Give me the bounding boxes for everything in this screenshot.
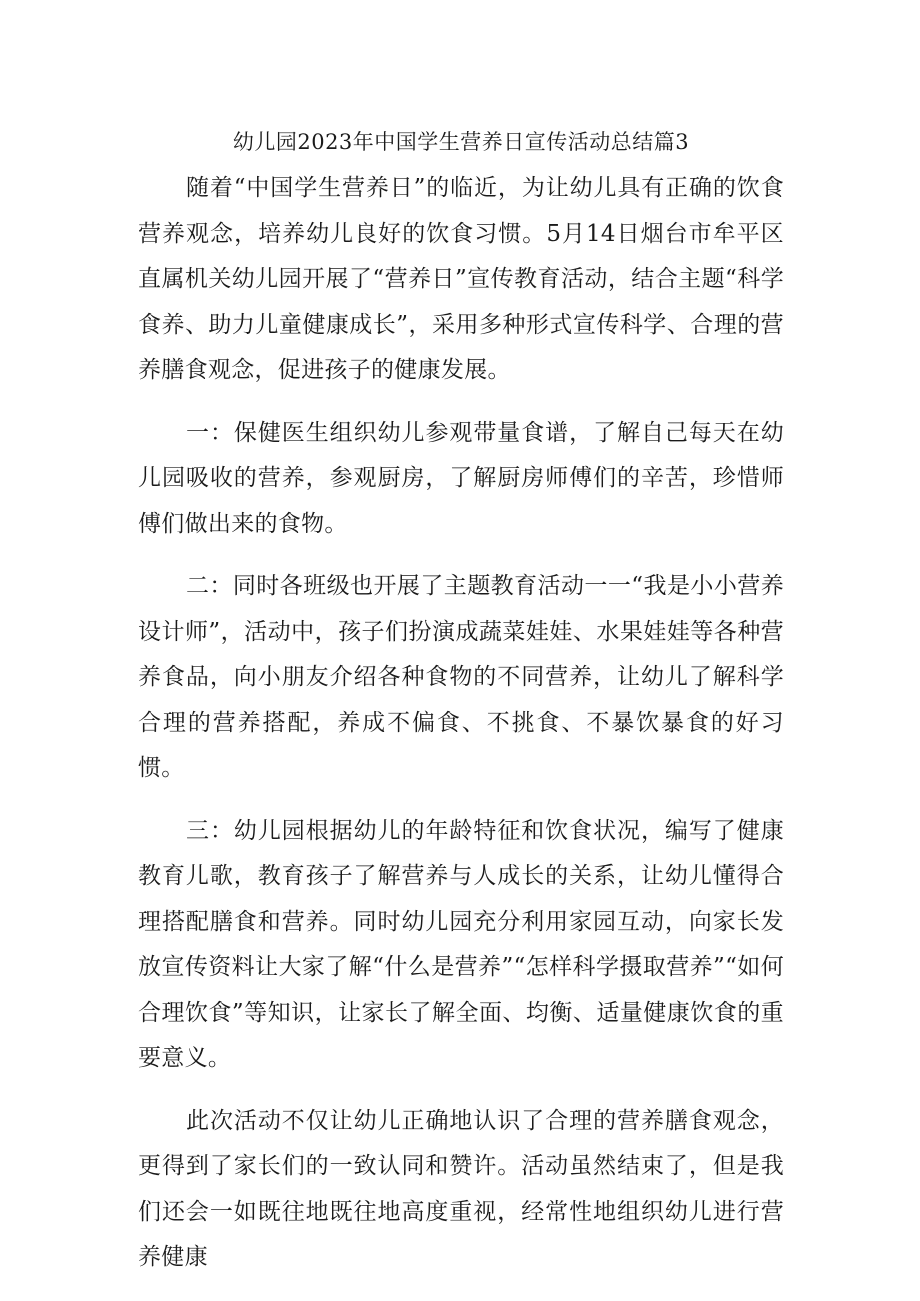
paragraph-item-2: 二：同时各班级也开展了主题教育活动一一“我是小小营养设计师”，活动中，孩子们扮演成蔬菜娃娃、水果娃娃等各种营养食品，向小朋友介绍各种食物的不同营养，让幼儿了解科学合理的营养搭配，养成不偏食、不挑食、不暴饮暴食的好习惯。 [138,573,784,781]
document-page [138,124,784,1281]
paragraph-gap [138,547,784,564]
paragraph-gap [138,792,784,809]
paragraph-gap [138,1082,784,1099]
paragraph-item-1: 一：保健医生组织幼儿参观带量食谱，了解自己每天在幼儿园吸收的营养，参观厨房，了解厨房师傅们的辛苦，珍惜师傅们做出来的食物。 [138,419,784,537]
paragraph-gap [138,394,784,411]
paragraph-item-3: 三：幼儿园根据幼儿的年龄特征和饮食状况，编写了健康教育儿歌，教育孩子了解营养与人成长的关系，让幼儿懂得合理搭配膳食和营养。同时幼儿园充分利用家园互动，向家长发放宣传资料让大家了解“什么是营养”“怎样科学摄取营养”“如何合理饮食”等知识，让家长了解全面、均衡、适量健康饮食的重要意义。 [138,817,784,1071]
paragraph-conclusion: 此次活动不仅让幼儿正确地认识了合理的营养膳食观念，更得到了家长们的一致认同和赞许。活动虽然结束了，但是我们还会一如既往地既往地高度重视，经常性地组织幼儿进行营养健康 [138,1107,784,1270]
paragraph-intro: 随着“中国学生营养日”的临近，为让幼儿具有正确的饮食营养观念，培养幼儿良好的饮食习惯。5月14日烟台市牟平区直属机关幼儿园开展了“营养日”宣传教育活动，结合主题“科学食养、助力儿童健康成长”，采用多种形式宣传科学、合理的营养膳食观念，促进孩子的健康发展。 [138,175,784,383]
document-title: 幼儿园2023年中国学生营养日宣传活动总结篇3 [232,130,690,154]
